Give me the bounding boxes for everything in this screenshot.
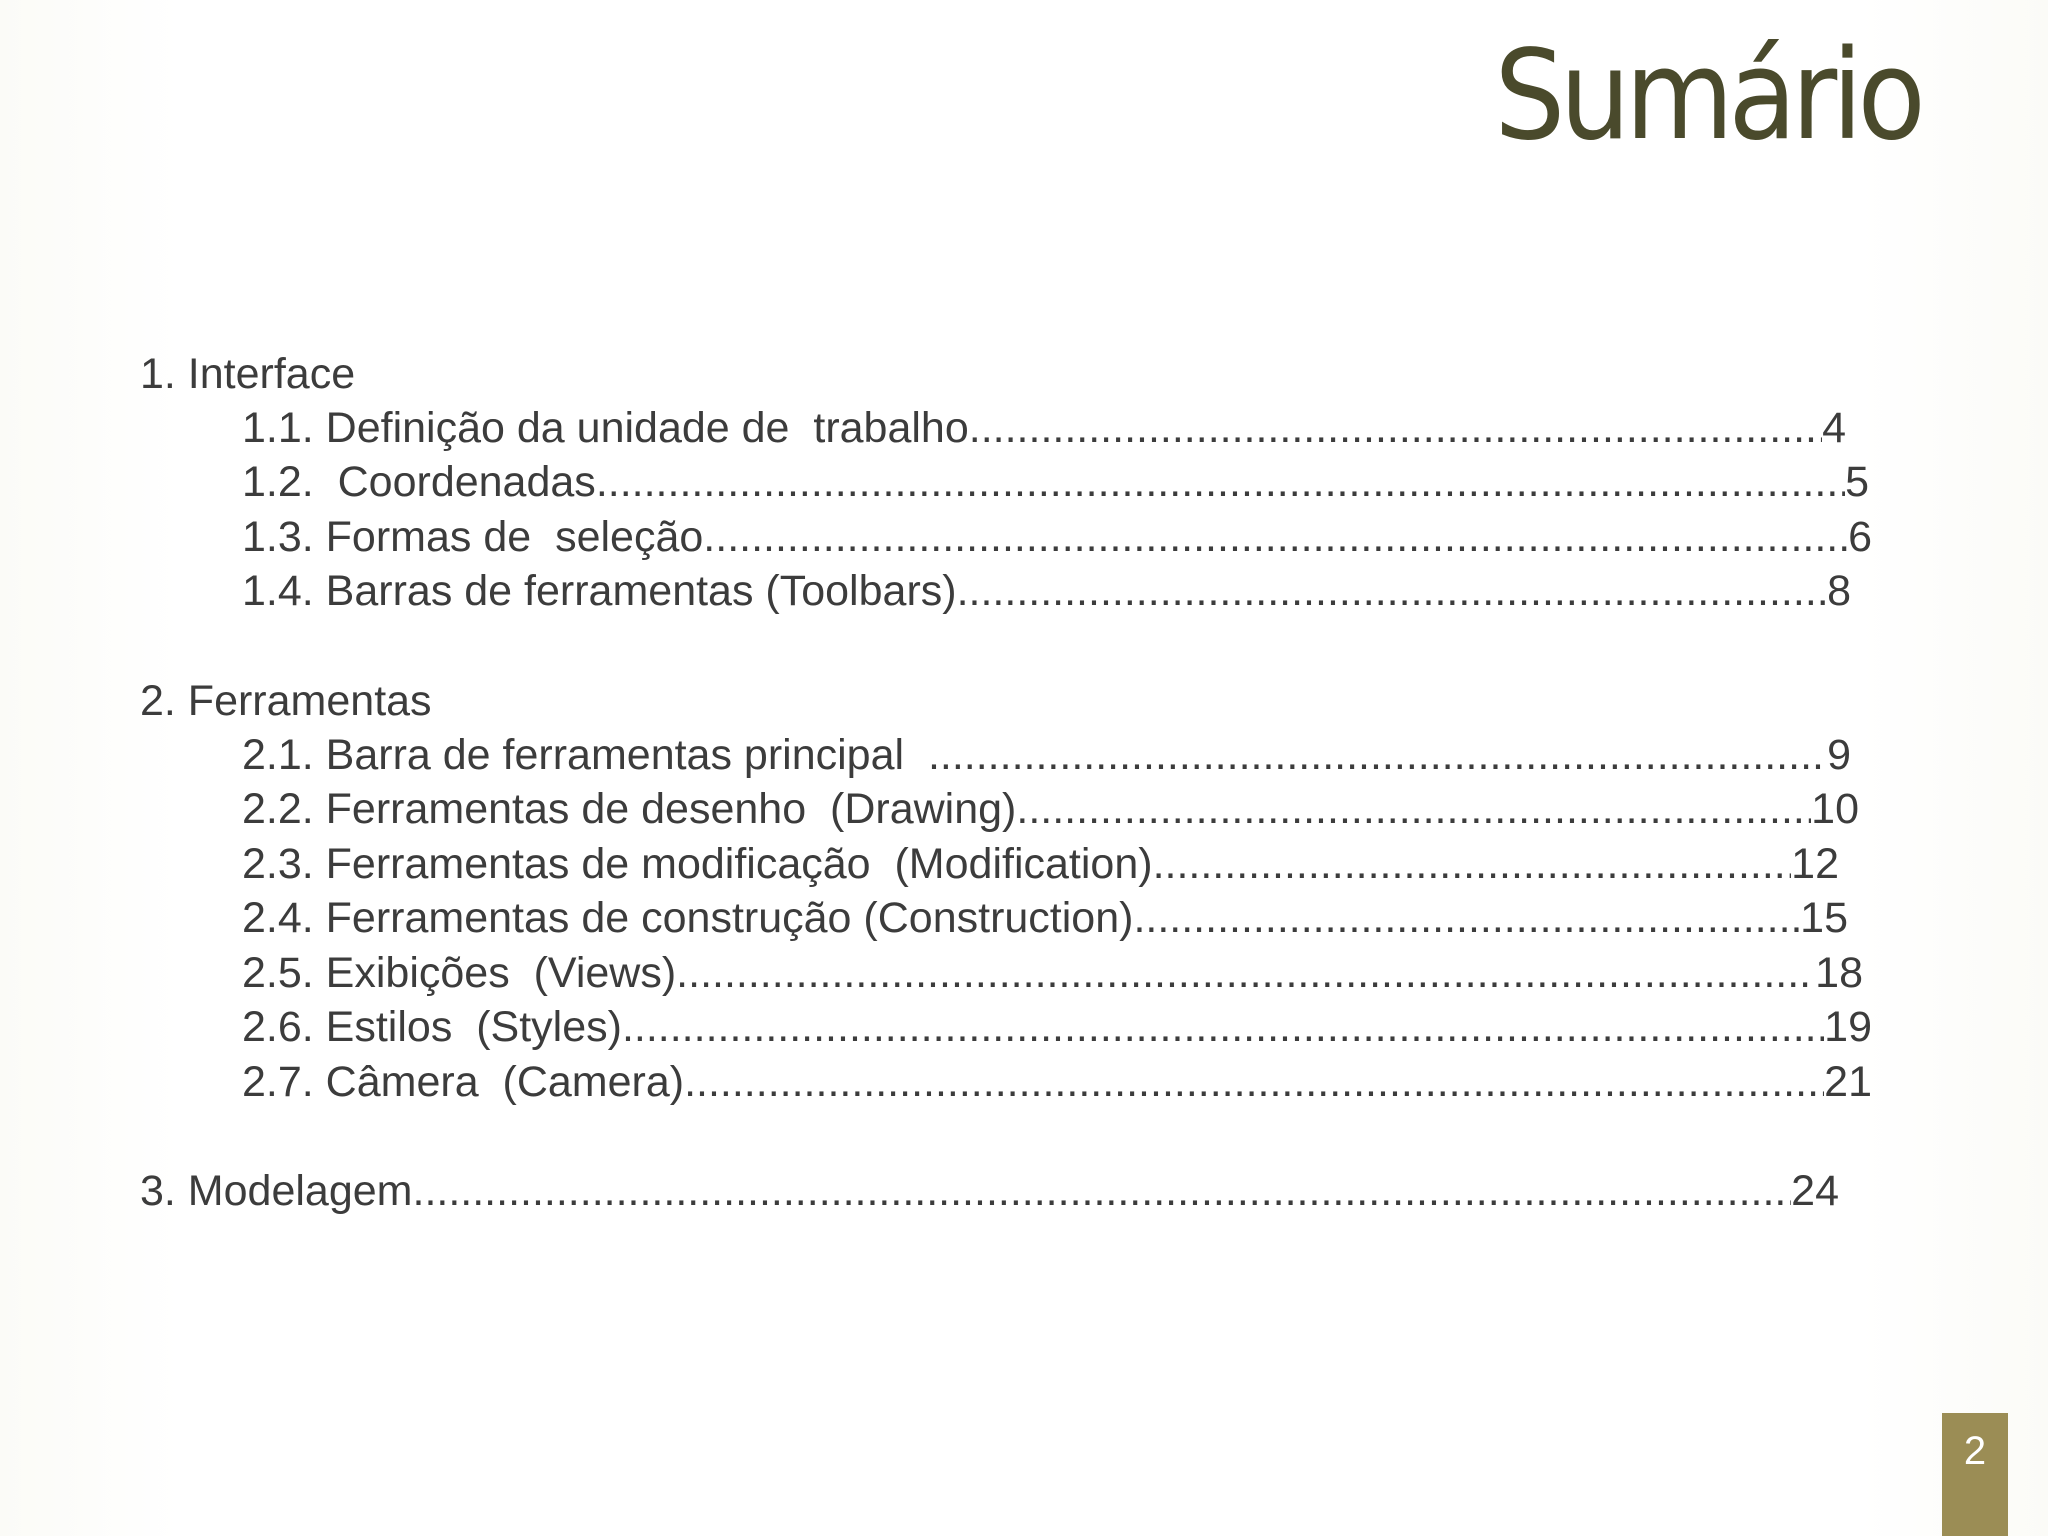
toc-leader-dots xyxy=(969,401,1822,455)
toc-leader-dots xyxy=(703,510,1848,564)
toc-entry[interactable] xyxy=(242,1000,1872,1054)
toc-entry-label: 2.1. Barra de ferramentas principal xyxy=(242,731,928,779)
toc-leader-dots xyxy=(1016,782,1811,836)
toc-entry[interactable] xyxy=(242,782,1859,836)
slide-number-badge: 2 xyxy=(1942,1413,2008,1536)
toc-entry[interactable] xyxy=(242,455,1869,509)
toc-leader-dots xyxy=(957,564,1827,618)
toc-entry-label: 2.4. Ferramentas de construção (Construction) xyxy=(242,894,1134,942)
toc-entry-label: 1.2. Coordenadas xyxy=(242,458,596,506)
toc-entry-page: 15 xyxy=(1800,894,1848,942)
page-title: Sumário xyxy=(1493,24,1920,168)
toc-entry[interactable] xyxy=(242,564,1851,618)
toc-leader-dots xyxy=(928,728,1827,782)
toc-leader-dots xyxy=(596,455,1845,509)
toc-entry-label: 1.3. Formas de seleção xyxy=(242,513,704,561)
toc-entry[interactable] xyxy=(242,401,1846,455)
toc-leader-dots xyxy=(676,946,1815,1000)
toc-entry-label: 2.3. Ferramentas de modificação (Modification) xyxy=(242,840,1153,888)
toc-entry-modelagem[interactable] xyxy=(140,1164,1839,1218)
toc-entry-label: 1.4. Barras de ferramentas (Toolbars) xyxy=(242,567,957,615)
toc-entry-page: 19 xyxy=(1824,1003,1872,1051)
toc-entry-page: 18 xyxy=(1815,949,1863,997)
toc-entry-label: 2.7. Câmera (Camera) xyxy=(242,1058,685,1106)
toc-leader-dots xyxy=(1153,837,1792,891)
toc-entry-label: 2.5. Exibições (Views) xyxy=(242,949,677,997)
toc-entry-page: 21 xyxy=(1824,1058,1872,1106)
toc-entry[interactable] xyxy=(242,1055,1872,1109)
toc-leader-dots xyxy=(622,1000,1824,1054)
toc-entry-page: 12 xyxy=(1791,840,1839,888)
toc-leader-dots xyxy=(1133,891,1800,945)
toc-entry-page: 10 xyxy=(1811,785,1859,833)
toc-entry[interactable] xyxy=(242,728,1851,782)
toc-entry-page: 8 xyxy=(1827,567,1851,615)
toc-entry[interactable] xyxy=(242,510,1872,564)
section-heading-ferramentas: 2. Ferramentas xyxy=(140,677,432,725)
section-heading-modelagem: 3. Modelagem xyxy=(140,1167,413,1215)
toc-entry[interactable] xyxy=(242,891,1848,945)
toc-leader-dots xyxy=(684,1055,1824,1109)
section-heading-interface: 1. Interface xyxy=(140,350,356,398)
toc-leader-dots xyxy=(413,1164,1792,1218)
toc-entry-page: 9 xyxy=(1827,731,1851,779)
toc-entry[interactable] xyxy=(242,837,1839,891)
toc-entry-page: 24 xyxy=(1791,1167,1839,1215)
toc-entry-page: 6 xyxy=(1848,513,1872,561)
toc-entry[interactable] xyxy=(242,946,1863,1000)
toc-entry-label: 2.6. Estilos (Styles) xyxy=(242,1003,622,1051)
toc-entry-page: 4 xyxy=(1822,404,1846,452)
toc-entry-page: 5 xyxy=(1845,458,1869,506)
toc-entry-label: 1.1. Definição da unidade de trabalho xyxy=(242,404,969,452)
toc-entry-label: 2.2. Ferramentas de desenho (Drawing) xyxy=(242,785,1017,833)
